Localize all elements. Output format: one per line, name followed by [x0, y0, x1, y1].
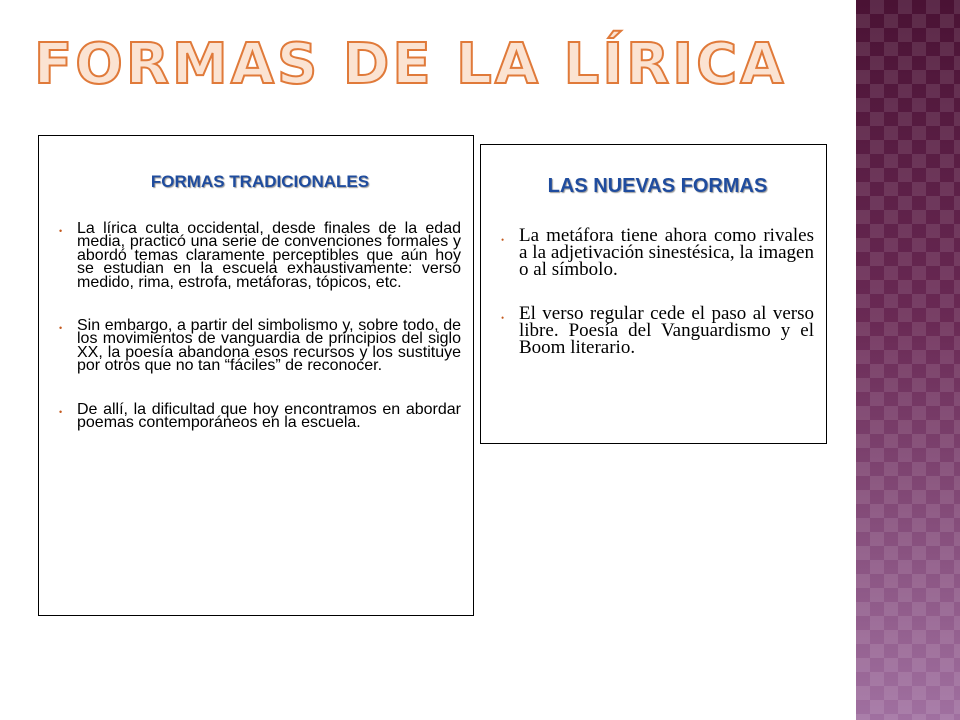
bullet-icon: •: [59, 406, 63, 417]
traditional-forms-list: [59, 220, 461, 432]
bullet-icon: •: [59, 323, 63, 334]
decorative-sidebar: [856, 0, 960, 720]
list-item-text: La lírica culta occidental, desde finales de la edad media, practicó una serie de convenciones formales y abordó temas claramente perceptibles que aún hoy se estudian en la escuela exhaustivamente: verso medido, rima, estrofa, metáforas, tópicos, etc.: [77, 220, 461, 291]
list-item: [501, 225, 814, 280]
list-item: [59, 400, 461, 432]
list-item-text: El verso regular cede el paso al verso libre. Poesía del Vanguardismo y el Boom literario.: [519, 303, 814, 358]
bullet-icon: •: [501, 235, 505, 245]
traditional-forms-panel: [38, 135, 474, 616]
slide-title: FORMAS DE LA LÍRICA: [34, 32, 787, 97]
traditional-forms-heading: FORMAS TRADICIONALES: [150, 172, 370, 191]
list-item-text: De allí, la dificultad que hoy encontramos en abordar poemas contemporáneos en la escuela.: [77, 400, 461, 432]
bullet-icon: •: [59, 226, 63, 236]
list-item: [501, 303, 814, 358]
sidebar-edge: [849, 0, 856, 720]
bullet-icon: •: [501, 313, 505, 324]
new-forms-list: [501, 225, 814, 358]
new-forms-heading: LAS NUEVAS FORMAS: [547, 175, 768, 197]
new-forms-panel: [480, 144, 827, 444]
list-item-text: La metáfora tiene ahora como rivales a la adjetivación sinestésica, la imagen o al símbolo.: [519, 225, 814, 280]
list-item: [59, 222, 461, 289]
list-item: [59, 319, 461, 373]
list-item-text: Sin embargo, a partir del simbolismo y, sobre todo, de los movimientos de vanguardia de principios del siglo XX, la poesía abandona esos recursos y los sustituye por otros que no tan “fáciles” de reconocer.: [77, 317, 461, 375]
